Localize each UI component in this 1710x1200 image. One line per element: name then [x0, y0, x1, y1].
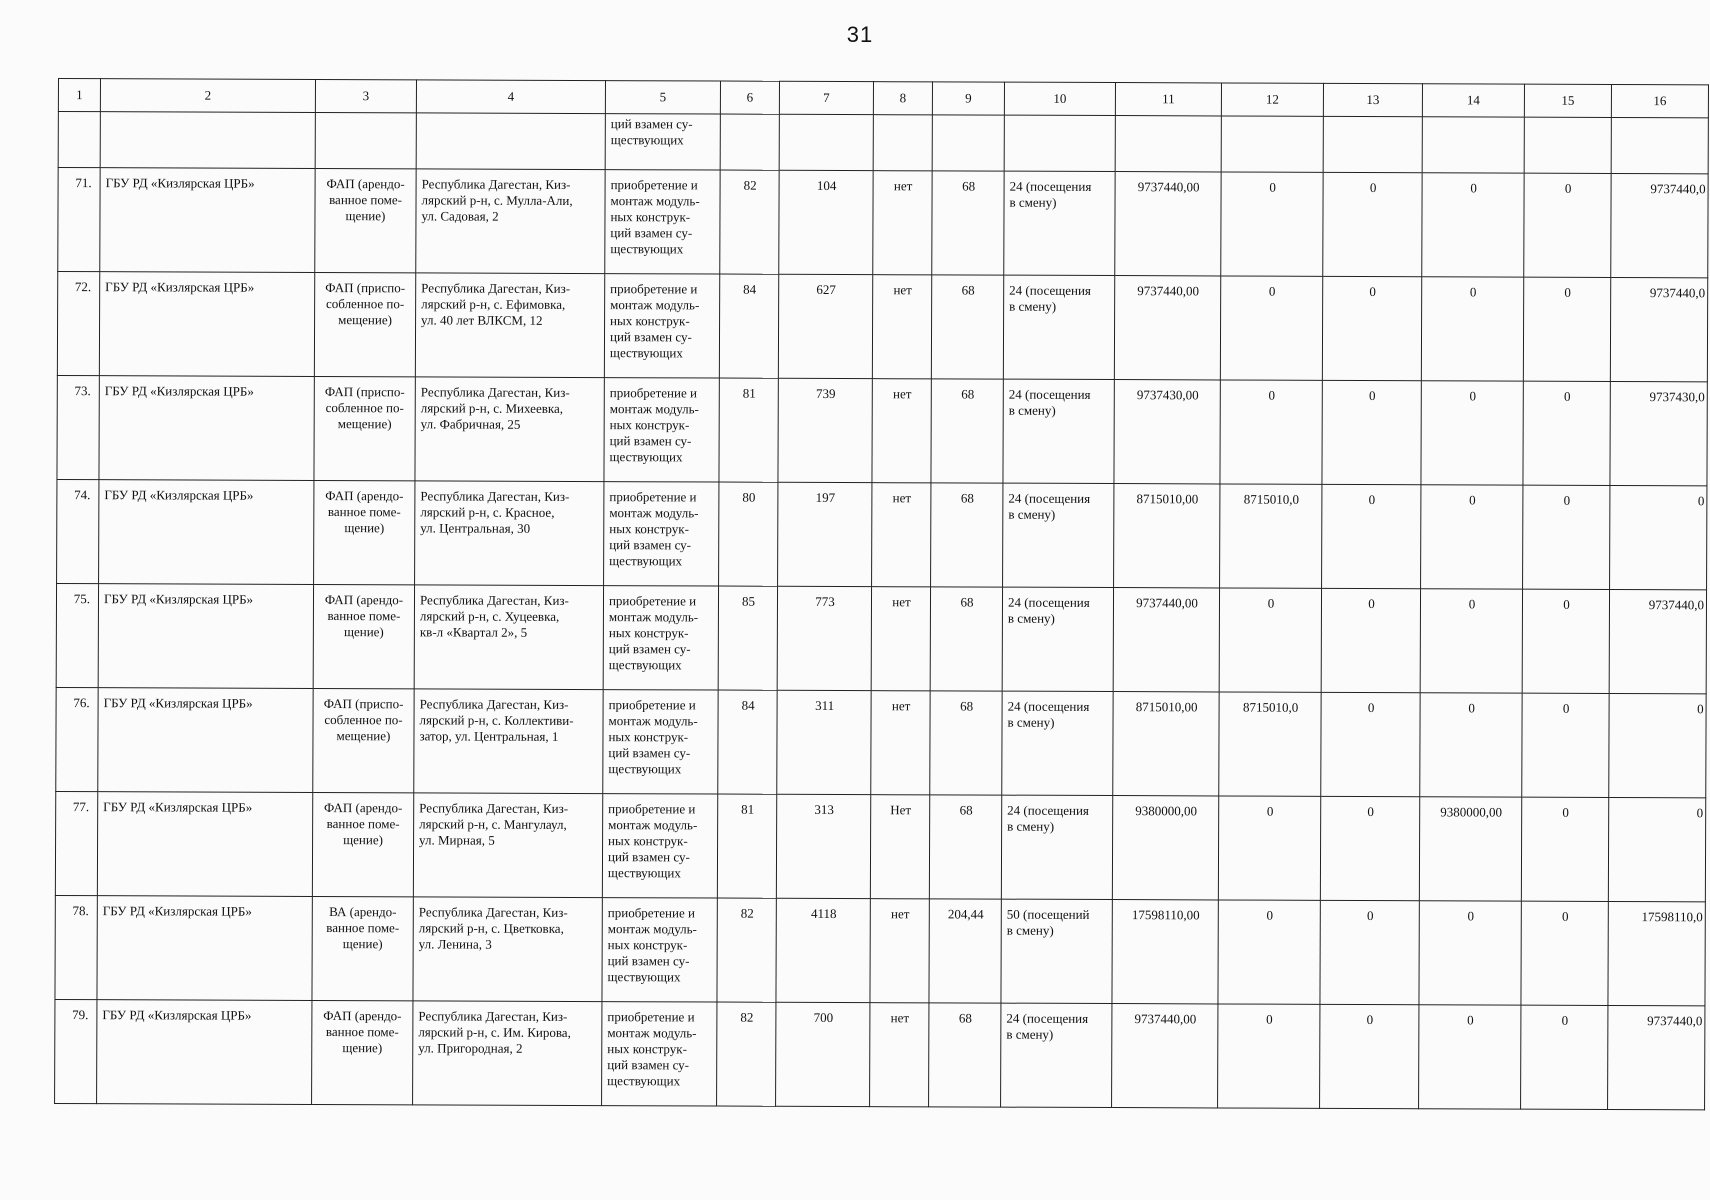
- cell-col-12: 0: [1221, 172, 1323, 276]
- cell-organization: ГБУ РД «Кизлярская ЦРБ»: [99, 272, 314, 377]
- cell-col-16: 9737440,0: [1609, 589, 1706, 693]
- column-header-16: 16: [1611, 84, 1708, 117]
- cell-col-12: 8715010,0: [1220, 484, 1322, 588]
- table-row: [57, 375, 1707, 485]
- document-sheet: [54, 78, 1709, 1110]
- cell-col-14: 0: [1421, 485, 1523, 589]
- cell-col-16: 9737440,0: [1610, 277, 1707, 381]
- cell-col-14: 0: [1419, 901, 1521, 1005]
- cell-col-9: 68: [930, 587, 1002, 691]
- cell-row-number: 72.: [57, 272, 99, 376]
- cell-total-cost: 9737440,00: [1115, 172, 1221, 276]
- cell-col-8: нет: [871, 587, 930, 691]
- table-row: [55, 999, 1705, 1109]
- column-header-13: 13: [1323, 83, 1422, 116]
- cell-col-12: 0: [1218, 1004, 1320, 1108]
- cell-col-14: 0: [1421, 381, 1523, 485]
- cell-organization: ГБУ РД «Кизлярская ЦРБ»: [97, 896, 312, 1001]
- cell-organization: ГБУ РД «Кизлярская ЦРБ»: [97, 1000, 312, 1105]
- cell-address: Республика Дагестан, Киз- лярский р-н, с. Им. Кирова, ул. Пригородная, 2: [413, 1001, 602, 1106]
- cell-col-7: 313: [776, 794, 870, 898]
- cell-address: Республика Дагестан, Киз- лярский р-н, с. Цветковка, ул. Ленина, 3: [413, 897, 602, 1002]
- cell-col-14: 0: [1420, 693, 1522, 797]
- cell-capacity: 24 (посещения в смену): [1003, 483, 1114, 587]
- cell-organization: ГБУ РД «Кизлярская ЦРБ»: [97, 792, 312, 897]
- table-row: [56, 687, 1706, 797]
- cell-col-12: 0: [1218, 796, 1320, 900]
- column-header-8: 8: [873, 82, 932, 115]
- cell-col-8: нет: [872, 379, 931, 483]
- cell-col-15: 0: [1523, 485, 1610, 589]
- cell-col-15: 0: [1522, 693, 1609, 797]
- cell-capacity: 24 (посещения в смену): [1003, 275, 1114, 379]
- table-row: [58, 168, 1708, 278]
- cell-work-description: приобретение и монтаж модуль- ных конструк- ций взамен су- ществующих: [602, 794, 717, 898]
- cell-work-continued: ций взамен су- ществующих: [605, 114, 720, 170]
- table-row: [57, 479, 1707, 589]
- cell-col-9: 68: [929, 1003, 1001, 1107]
- column-header-9: 9: [932, 82, 1004, 115]
- cell-col-15: 0: [1523, 381, 1610, 485]
- column-header-6: 6: [720, 81, 779, 114]
- column-header-1: 1: [58, 79, 100, 112]
- cell-col-9: 68: [930, 691, 1002, 795]
- cell-work-description: приобретение и монтаж модуль- ных конструк- ций взамен су- ществующих: [602, 1002, 717, 1106]
- cell: [873, 115, 932, 171]
- cell-col-14: 0: [1422, 173, 1524, 277]
- cell-col-13: 0: [1321, 588, 1420, 692]
- cell: [1115, 116, 1221, 172]
- cell-col-15: 0: [1521, 901, 1608, 1005]
- cell-col-6: 81: [719, 378, 778, 482]
- cell-facility-type: ФАП (арендо- ванное поме- щение): [312, 1000, 413, 1104]
- cell-facility-type: ВА (арендо- ванное поме- щение): [312, 896, 413, 1000]
- cell-col-7: 104: [779, 170, 873, 274]
- cell-col-16: 0: [1608, 797, 1705, 901]
- cell-row-number: 77.: [55, 791, 97, 895]
- cell-col-16: 9737440,0: [1608, 1005, 1705, 1109]
- cell-row-number: 73.: [57, 375, 99, 479]
- cell-facility-type: ФАП (арендо- ванное поме- щение): [312, 792, 413, 896]
- cell-col-7: 197: [778, 482, 872, 586]
- column-header-3: 3: [315, 79, 416, 112]
- cell-total-cost: 9737440,00: [1113, 588, 1219, 692]
- cell-total-cost: 8715010,00: [1113, 692, 1219, 796]
- cell: [779, 114, 873, 170]
- cell-total-cost: 9737430,00: [1114, 380, 1220, 484]
- cell-col-16: 0: [1609, 693, 1706, 797]
- cell-row-number: 76.: [56, 687, 98, 791]
- cell-col-9: 68: [931, 379, 1003, 483]
- cell-work-description: приобретение и монтаж модуль- ных конструк- ций взамен су- ществующих: [602, 898, 717, 1002]
- cell-col-9: 204,44: [929, 899, 1001, 1003]
- cell-address: Республика Дагестан, Киз- лярский р-н, с. Мулла-Али, ул. Садовая, 2: [416, 169, 605, 274]
- cell-address: Республика Дагестан, Киз- лярский р-н, с. Красное, ул. Центральная, 30: [415, 481, 604, 586]
- cell-col-16: 0: [1610, 485, 1707, 589]
- cell-row-number: 79.: [55, 999, 97, 1103]
- table-row: [55, 895, 1705, 1005]
- cell-col-8: Нет: [870, 795, 929, 899]
- cell-col-7: 739: [778, 378, 872, 482]
- cell: [100, 112, 315, 169]
- cell-work-description: приобретение и монтаж модуль- ных конструк- ций взамен су- ществующих: [604, 482, 719, 586]
- cell-col-14: 0: [1419, 1005, 1521, 1109]
- cell-col-8: нет: [873, 171, 932, 275]
- cell-col-6: 82: [717, 898, 776, 1002]
- cell-capacity: 24 (посещения в смену): [1002, 587, 1113, 691]
- cell-col-13: 0: [1321, 692, 1420, 796]
- cell-col-6: 82: [717, 1002, 776, 1106]
- cell-address: Республика Дагестан, Киз- лярский р-н, с. Хуцеевка, кв-л «Квартал 2», 5: [414, 585, 603, 690]
- cell: [1004, 115, 1115, 171]
- cell-col-13: 0: [1323, 172, 1422, 276]
- cell: [416, 113, 605, 170]
- column-header-14: 14: [1422, 84, 1524, 117]
- cell-organization: ГБУ РД «Кизлярская ЦРБ»: [100, 168, 315, 273]
- cell-col-16: 9737430,0: [1610, 381, 1707, 485]
- column-header-15: 15: [1524, 84, 1611, 117]
- cell-address: Республика Дагестан, Киз- лярский р-н, с. Коллективи- затор, ул. Центральная, 1: [414, 689, 603, 794]
- cell-col-9: 68: [932, 171, 1004, 275]
- cell: [720, 114, 779, 170]
- cell-row-number: 71.: [58, 168, 100, 272]
- cell-address: Республика Дагестан, Киз- лярский р-н, с. Михеевка, ул. Фабричная, 25: [415, 377, 604, 482]
- cell-col-6: 85: [718, 586, 777, 690]
- continuation-row: [58, 112, 1708, 174]
- cell-col-6: 81: [717, 794, 776, 898]
- column-header-10: 10: [1004, 82, 1115, 115]
- cell-total-cost: 8715010,00: [1114, 484, 1220, 588]
- cell-address: Республика Дагестан, Киз- лярский р-н, с. Ефимовка, ул. 40 лет ВЛКСМ, 12: [415, 273, 604, 378]
- cell-col-13: 0: [1322, 484, 1421, 588]
- cell-col-14: 0: [1421, 277, 1523, 381]
- cell-organization: ГБУ РД «Кизлярская ЦРБ»: [98, 584, 313, 689]
- column-header-5: 5: [605, 81, 720, 114]
- cell-col-8: нет: [872, 275, 931, 379]
- cell-organization: ГБУ РД «Кизлярская ЦРБ»: [99, 480, 314, 585]
- cell-col-15: 0: [1524, 173, 1611, 277]
- cell-capacity: 24 (посещения в смену): [1003, 379, 1114, 483]
- cell-col-8: нет: [870, 1003, 929, 1107]
- cell-col-13: 0: [1320, 796, 1419, 900]
- cell-col-7: 4118: [776, 898, 870, 1002]
- cell-col-12: 0: [1218, 900, 1320, 1004]
- cell-capacity: 24 (посещения в смену): [1001, 795, 1112, 899]
- cell-col-6: 84: [718, 690, 777, 794]
- cell: [932, 115, 1004, 171]
- cell-work-description: приобретение и монтаж модуль- ных конструк- ций взамен су- ществующих: [604, 274, 719, 378]
- cell-col-16: 17598110,0: [1608, 901, 1705, 1005]
- cell: [1611, 117, 1708, 173]
- cell-col-15: 0: [1521, 797, 1608, 901]
- cell-work-description: приобретение и монтаж модуль- ных конструк- ций взамен су- ществующих: [603, 586, 718, 690]
- cell-work-description: приобретение и монтаж модуль- ных конструк- ций взамен су- ществующих: [604, 378, 719, 482]
- cell-col-8: нет: [871, 691, 930, 795]
- cell: [1323, 116, 1422, 172]
- cell-total-cost: 9737440,00: [1112, 1004, 1218, 1108]
- column-header-12: 12: [1221, 83, 1323, 116]
- column-header-2: 2: [100, 79, 315, 113]
- facilities-table: [54, 78, 1709, 1110]
- cell-col-9: 68: [929, 795, 1001, 899]
- cell-col-8: нет: [872, 483, 931, 587]
- cell-col-6: 84: [719, 274, 778, 378]
- cell-col-9: 68: [931, 483, 1003, 587]
- cell-row-number: 75.: [56, 583, 98, 687]
- cell-total-cost: 9380000,00: [1112, 796, 1218, 900]
- cell-work-description: приобретение и монтаж модуль- ных конструк- ций взамен су- ществующих: [603, 690, 718, 794]
- cell-facility-type: ФАП (арендо- ванное поме- щение): [315, 168, 416, 272]
- table-row: [55, 791, 1705, 901]
- cell-col-7: 311: [777, 690, 871, 794]
- cell: [1422, 117, 1524, 173]
- cell-row-number: 78.: [55, 895, 97, 999]
- cell-col-16: 9737440,0: [1611, 173, 1708, 277]
- column-header-7: 7: [779, 81, 873, 114]
- cell-facility-type: ФАП (арендо- ванное поме- щение): [313, 584, 414, 688]
- cell-total-cost: 17598110,00: [1112, 900, 1218, 1004]
- cell-col-12: 0: [1219, 588, 1321, 692]
- table-row: [57, 272, 1707, 382]
- cell-facility-type: ФАП (приспо- собленное по- мещение): [314, 272, 415, 376]
- cell: [58, 112, 100, 168]
- cell-address: Республика Дагестан, Киз- лярский р-н, с. Мангулаул, ул. Мирная, 5: [413, 793, 602, 898]
- cell-col-7: 700: [776, 1002, 870, 1106]
- cell-facility-type: ФАП (приспо- собленное по- мещение): [313, 688, 414, 792]
- cell-col-7: 627: [778, 274, 872, 378]
- cell-col-14: 0: [1420, 589, 1522, 693]
- cell-col-14: 9380000,00: [1419, 797, 1521, 901]
- cell-col-13: 0: [1320, 900, 1419, 1004]
- column-header-11: 11: [1115, 83, 1221, 116]
- cell-col-12: 0: [1220, 276, 1322, 380]
- cell-facility-type: ФАП (приспо- собленное по- мещение): [314, 376, 415, 480]
- cell-work-description: приобретение и монтаж модуль- ных конструк- ций взамен су- ществующих: [605, 170, 720, 274]
- table-row: [56, 583, 1706, 693]
- cell: [315, 112, 416, 168]
- cell-col-12: 0: [1220, 380, 1322, 484]
- page-number: 31: [846, 22, 874, 47]
- cell-col-15: 0: [1521, 1005, 1608, 1109]
- cell-facility-type: ФАП (арендо- ванное поме- щение): [314, 480, 415, 584]
- cell-capacity: 24 (посещения в смену): [1002, 691, 1113, 795]
- cell-col-8: нет: [870, 899, 929, 1003]
- cell-col-13: 0: [1322, 380, 1421, 484]
- cell-col-6: 80: [719, 482, 778, 586]
- cell-col-12: 8715010,0: [1219, 692, 1321, 796]
- cell-capacity: 50 (посещений в смену): [1001, 899, 1112, 1003]
- cell-row-number: 74.: [57, 479, 99, 583]
- cell-col-13: 0: [1320, 1004, 1419, 1108]
- cell-total-cost: 9737440,00: [1114, 276, 1220, 380]
- column-header-4: 4: [416, 80, 605, 114]
- cell-col-15: 0: [1523, 277, 1610, 381]
- cell-col-9: 68: [931, 275, 1003, 379]
- cell-capacity: 24 (посещения в смену): [1004, 171, 1115, 275]
- cell-organization: ГБУ РД «Кизлярская ЦРБ»: [98, 688, 313, 793]
- cell-capacity: 24 (посещения в смену): [1001, 1003, 1112, 1107]
- cell: [1221, 116, 1323, 172]
- cell-col-7: 773: [777, 586, 871, 690]
- cell-col-15: 0: [1522, 589, 1609, 693]
- cell: [1524, 117, 1611, 173]
- cell-col-13: 0: [1322, 276, 1421, 380]
- cell-organization: ГБУ РД «Кизлярская ЦРБ»: [99, 376, 314, 481]
- cell-col-6: 82: [720, 170, 779, 274]
